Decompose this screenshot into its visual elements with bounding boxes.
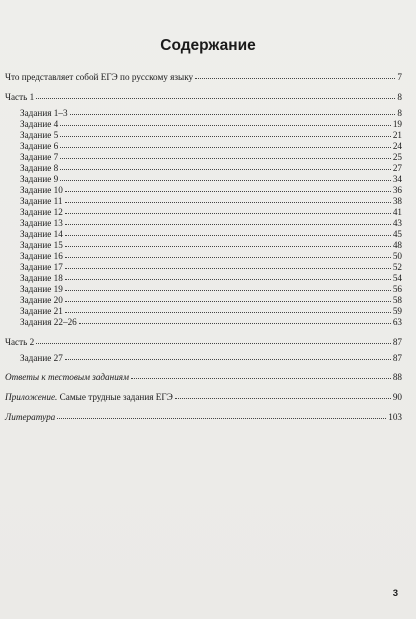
toc-entry-literature[interactable] [5,412,402,423]
leader-dots [65,295,391,302]
leader-dots [70,108,396,115]
leader-dots [65,185,391,192]
toc-entry-label [5,392,174,403]
leader-dots [36,92,395,99]
toc-subentry-page: 21 [392,130,402,140]
toc-subentry-page: 48 [392,240,402,250]
toc-subentry-page: 63 [392,317,402,327]
leader-dots [65,353,391,360]
toc-entry-label: Ответы к тестовым заданиям [5,372,129,382]
toc-subentry-page: 45 [392,229,402,239]
toc-entry-page: 90 [392,392,402,402]
toc-subentry-page: 59 [392,306,402,316]
leader-dots [65,273,391,280]
toc-subentry-label: Задание 14 [20,229,63,239]
leader-dots [65,306,391,313]
leader-dots [36,337,391,344]
toc-subentry-page: 36 [392,185,402,195]
toc-subentry-label: Задания 1–3 [20,108,68,118]
toc-subentry-page: 54 [392,273,402,283]
leader-dots [60,163,391,170]
toc-subentry[interactable] [20,130,402,141]
toc-subentry-label: Задание 7 [20,152,59,162]
toc-subentry-label: Задание 6 [20,141,59,151]
leader-dots [79,317,391,324]
toc-subentry[interactable] [20,240,402,251]
toc-entry-ege-intro[interactable] [5,72,402,83]
toc-subentry[interactable] [20,163,402,174]
page-title: Содержание [160,37,256,54]
toc-entry-answers[interactable] [5,372,402,383]
toc-subentry[interactable] [20,141,402,152]
toc-subentry[interactable] [20,317,402,328]
toc-subentry-label: Задание 4 [20,119,59,129]
toc-subentry[interactable] [20,119,402,130]
toc-entry-part-1[interactable] [5,92,402,103]
toc-subentry[interactable] [20,284,402,295]
leader-dots [65,284,391,291]
toc-entry-appendix[interactable] [5,392,402,403]
toc-subentry-label: Задание 16 [20,251,63,261]
toc-subentry-page: 34 [392,174,402,184]
toc-subentry-page: 50 [392,251,402,261]
toc-subentry-label: Задание 5 [20,130,59,140]
toc-subentry-label: Задание 12 [20,207,63,217]
toc-subentry[interactable] [20,229,402,240]
toc-entry-page: 7 [397,72,402,82]
toc-entry-page: 88 [392,372,402,382]
toc-subentry[interactable] [20,295,402,306]
toc-subentry-label: Задание 18 [20,273,63,283]
toc-entry-part-2[interactable] [5,337,402,348]
toc-subentry-page: 38 [392,196,402,206]
toc-subentry-page: 41 [392,207,402,217]
toc-subentry[interactable] [20,185,402,196]
toc-entry-label: Литература [5,412,56,422]
toc-subentry-label: Задания 22–26 [20,317,77,327]
toc-subentry-page: 25 [392,152,402,162]
leader-dots [65,196,391,203]
appendix-label-em: Приложение. [5,392,58,402]
toc-subentry-page: 87 [392,353,402,363]
leader-dots [65,251,391,258]
appendix-label-rest: Самые трудные задания ЕГЭ [57,392,173,402]
toc-subentry[interactable] [20,306,402,317]
toc-subentry-page: 43 [392,218,402,228]
toc-subentry-label: Задание 9 [20,174,59,184]
toc-subentry[interactable] [20,262,402,273]
toc-subentry[interactable] [20,218,402,229]
toc-subentry-label: Задание 19 [20,284,63,294]
toc-subentry[interactable] [20,207,402,218]
toc-subentry-page: 56 [392,284,402,294]
toc-subentry-label: Задание 13 [20,218,63,228]
toc-entry-page: 103 [388,412,402,422]
toc-subentry[interactable] [20,108,402,119]
toc-entry-label: Часть 2 [5,337,35,347]
leader-dots [65,229,391,236]
leader-dots [65,262,391,269]
toc-subentry-label: Задание 8 [20,163,59,173]
page-number: 3 [392,588,398,599]
toc-subentry-label: Задание 15 [20,240,63,250]
toc-subentry[interactable] [20,251,402,262]
leader-dots [60,174,391,181]
toc-entry-label: Часть 1 [5,92,35,102]
toc-entry-label: Что представляет собой ЕГЭ по русскому языку [5,72,194,82]
leader-dots [65,207,391,214]
toc-subentry-label: Задание 10 [20,185,63,195]
toc-subentry-label: Задание 11 [20,196,63,206]
leader-dots [195,72,395,79]
toc-subentry[interactable] [20,273,402,284]
toc-subentry[interactable] [20,353,402,364]
toc-subentry-label: Задание 17 [20,262,63,272]
toc-subentry-page: 58 [392,295,402,305]
toc-subentry-page: 27 [392,163,402,173]
toc-subentry-page: 8 [397,108,402,118]
leader-dots [131,372,391,379]
toc-entry-page: 87 [392,337,402,347]
toc-subentry[interactable] [20,174,402,185]
leader-dots [60,119,391,126]
toc-subentry[interactable] [20,152,402,163]
leader-dots [65,218,391,225]
leader-dots [57,412,386,419]
leader-dots [175,392,391,399]
leader-dots [60,130,391,137]
leader-dots [60,152,391,159]
leader-dots [65,240,391,247]
toc-subentry-label: Задание 20 [20,295,63,305]
toc-subentry-page: 52 [392,262,402,272]
toc-subentry[interactable] [20,196,402,207]
leader-dots [60,141,391,148]
toc-entry-page: 8 [397,92,402,102]
toc-subentry-label: Задание 21 [20,306,63,316]
toc-subentry-page: 19 [392,119,402,129]
toc-subentry-page: 24 [392,141,402,151]
toc-subentry-label: Задание 27 [20,353,63,363]
